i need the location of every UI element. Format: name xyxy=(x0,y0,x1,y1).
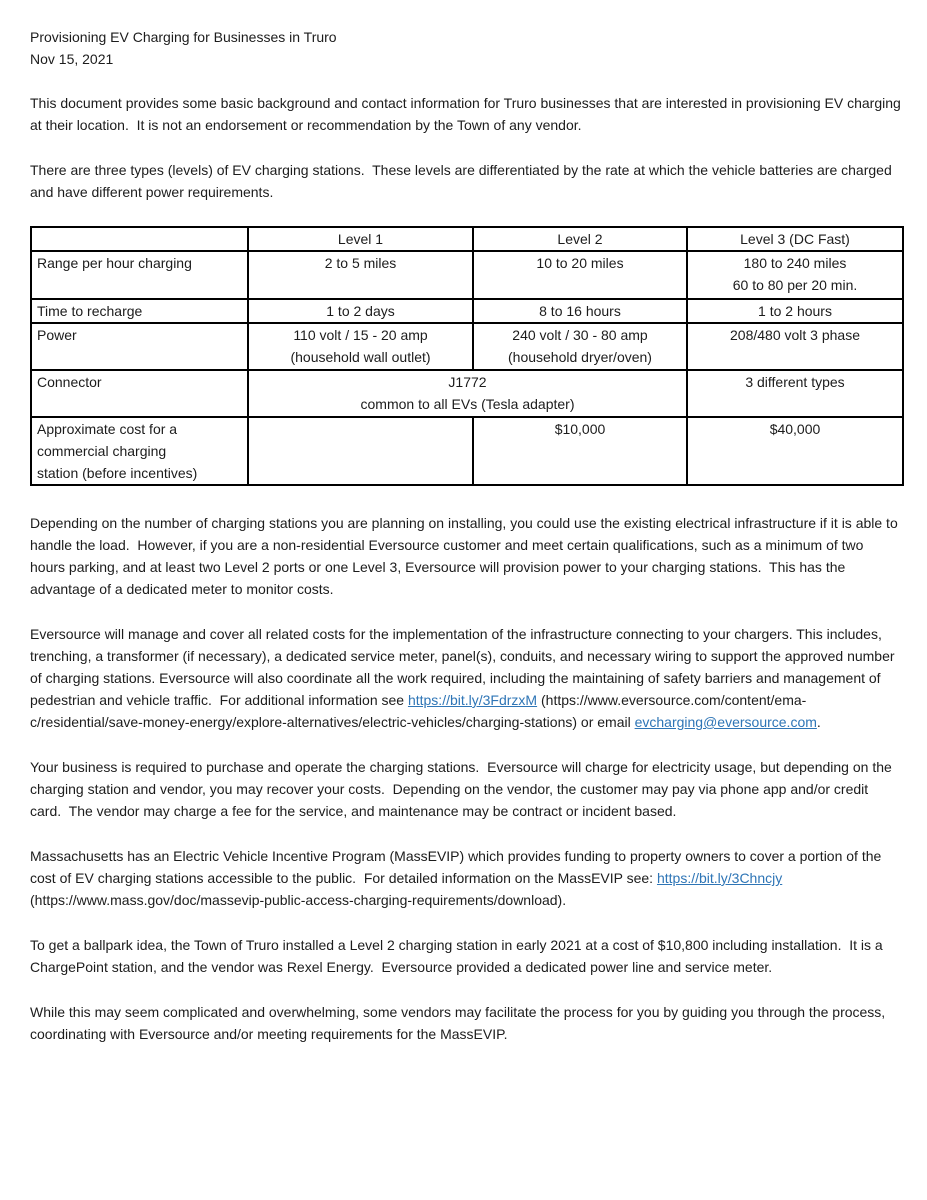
massevip-text-1: Massachusetts has an Electric Vehicle Incentive Program (MassEVIP) which provides funding to property owners to cover a portion of the cost of EV charging stations accessible to the public. For detailed information on the MassEVIP see: xyxy=(30,848,886,886)
document-date: Nov 15, 2021 xyxy=(30,51,114,67)
cell-power-level1: 110 volt / 15 - 20 amp (household wall outlet) xyxy=(248,323,473,370)
table-header-row xyxy=(31,227,903,251)
intro-paragraph-levels: There are three types (levels) of EV charging stations. These levels are differentiated by the rate at which the vehicle batteries are charged and have different power requirements. xyxy=(30,162,896,200)
intro-paragraph-purpose: This document provides some basic background and contact information for Truro businesses that are interested in provisioning EV charging at their location. It is not an endorsement or recommendation by the Town of any vendor. xyxy=(30,95,905,133)
document-title: Provisioning EV Charging for Businesses in Truro xyxy=(30,29,337,45)
cell-connector-level1-level2: J1772 common to all EVs (Tesla adapter) xyxy=(248,370,687,417)
table-row-power xyxy=(31,323,903,370)
header-cell-blank xyxy=(31,227,248,251)
cell-cost-level1 xyxy=(248,417,473,485)
title-block xyxy=(30,26,901,70)
paragraph-business-obligations: Your business is required to purchase and operate the charging stations. Eversource will charge for electricity usage, but depending on the charging station and vendor, you may recover your costs. Depending on the vendor, the customer may pay via phone app and/or credit card. The vendor may charge a fee for the service, and maintenance may be contract or incident based. xyxy=(30,759,896,819)
cell-time-level3: 1 to 2 hours xyxy=(687,299,903,323)
header-cell-level1: Level 1 xyxy=(248,227,473,251)
charging-levels-table xyxy=(30,226,904,486)
cell-power-level2: 240 volt / 30 - 80 amp (household dryer/oven) xyxy=(473,323,687,370)
cell-cost-level3: $40,000 xyxy=(687,417,903,485)
cell-time-label: Time to recharge xyxy=(31,299,248,323)
cell-power-label: Power xyxy=(31,323,248,370)
paragraph-infrastructure: Depending on the number of charging stations you are planning on installing, you could use the existing electrical infrastructure if it is able to handle the load. However, if you are a non-residential Eversource customer and meet certain qualifications, such as a minimum of two hours parking, and at least two Level 2 ports or one Level 3, Eversource will provision power to your charging stations. This has the advantage of a dedicated meter to monitor costs. xyxy=(30,515,902,597)
table-row-cost xyxy=(31,417,903,485)
cell-time-level2: 8 to 16 hours xyxy=(473,299,687,323)
eversource-text-1: Eversource will manage and cover all related costs for the implementation of the infrastructure connecting to your chargers. This includes, trenching, a transformer (if necessary), a dedicated service meter, panel(s), conduits, and necessary wiring to support the approved number of charging stations. Eversource will also coordinate all the work required, including the maintaining of safety barriers and management of pedestrian and vehicle traffic. For additional information see xyxy=(30,626,899,708)
cell-time-level1: 1 to 2 days xyxy=(248,299,473,323)
table-row-time xyxy=(31,299,903,323)
table-row-connector xyxy=(31,370,903,417)
cell-connector-level3: 3 different types xyxy=(687,370,903,417)
evcharging-email-link[interactable]: evcharging@eversource.com xyxy=(634,714,817,730)
cell-range-level1: 2 to 5 miles xyxy=(248,251,473,299)
eversource-text-3: . xyxy=(816,714,821,730)
paragraph-ballpark-cost: To get a ballpark idea, the Town of Truro installed a Level 2 charging station in early 2021 at a cost of $10,800 including installation. It is a ChargePoint station, and the vendor was Rexel Energy. Eversource provided a dedicated power line and service meter. xyxy=(30,937,887,975)
header-cell-level3: Level 3 (DC Fast) xyxy=(687,227,903,251)
cell-connector-label: Connector xyxy=(31,370,248,417)
header-cell-level2: Level 2 xyxy=(473,227,687,251)
table-row-range xyxy=(31,251,903,299)
eversource-bitly-link[interactable]: https://bit.ly/3FdrzxM xyxy=(407,692,538,708)
cell-range-level3: 180 to 240 miles 60 to 80 per 20 min. xyxy=(687,251,903,299)
eversource-text-2: (https://www.eversource.com/content/ema-c/residential/save-money-energy/explore-alternatives/electric-vehicles/charging-stations) or email xyxy=(30,692,807,730)
cell-cost-label: Approximate cost for a commercial charging station (before incentives) xyxy=(31,417,248,485)
paragraph-eversource-costs xyxy=(30,623,901,733)
cell-power-level3: 208/480 volt 3 phase xyxy=(687,323,903,370)
cell-range-label: Range per hour charging xyxy=(31,251,248,299)
paragraph-massevip xyxy=(30,845,901,911)
cell-range-level2: 10 to 20 miles xyxy=(473,251,687,299)
massevip-text-2: (https://www.mass.gov/doc/massevip-public-access-charging-requirements/download). xyxy=(30,870,787,908)
paragraph-closing: While this may seem complicated and overwhelming, some vendors may facilitate the process for you by guiding you through the process, coordinating with Eversource and/or meeting requirements for the MassEVIP. xyxy=(30,1004,890,1042)
cell-cost-level2: $10,000 xyxy=(473,417,687,485)
massevip-bitly-link[interactable]: https://bit.ly/3Chncjy xyxy=(656,870,783,886)
